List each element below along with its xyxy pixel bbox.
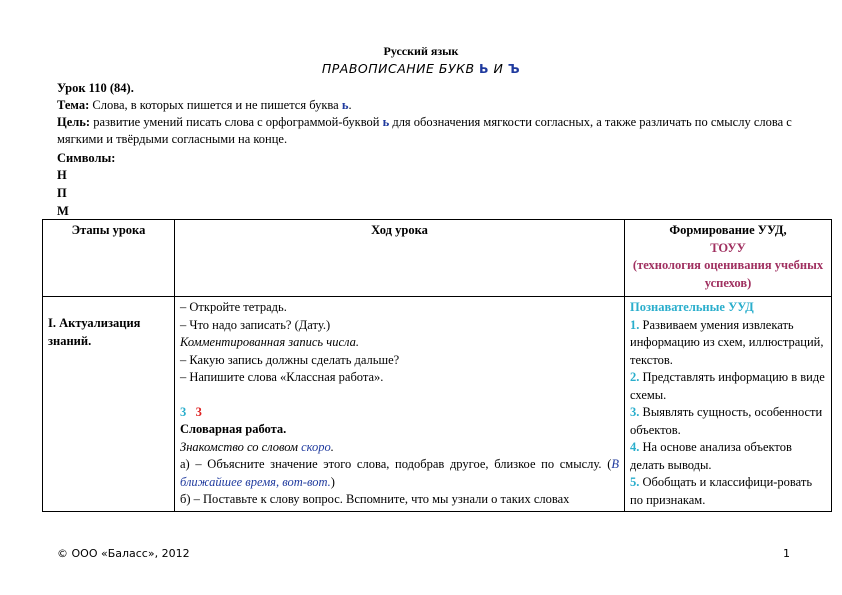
stage-cell: I. Актуализация знаний.	[43, 297, 175, 512]
topic-text: Слова, в которых пишется и не пишется буква	[92, 98, 339, 112]
symbols-label: Символы:	[57, 151, 116, 165]
lesson-flow-cell	[175, 297, 625, 512]
symbol-p: П	[57, 186, 67, 200]
flow-line: – Напишите слова «Классная работа».	[180, 370, 384, 384]
goal-text-1: развитие умений писать слова с орфограммой-буквой	[93, 115, 380, 129]
lesson-topic: Тема: Слова, в которых пишется и не пишется буква ь.	[57, 98, 352, 112]
page-title	[0, 61, 842, 76]
mark-red: 3	[195, 404, 202, 419]
header-uud-title: Формирование УУД,	[669, 223, 787, 237]
symbol-m: М	[57, 204, 69, 218]
symbol-n: Н	[57, 168, 67, 182]
header-toyu-desc: (технология оценивания учебных успехов)	[632, 258, 824, 290]
header-lesson-flow: Ход урока	[175, 220, 625, 297]
lesson-number: Урок 110 (84).	[57, 81, 134, 95]
vocab-title: Словарная работа.	[180, 422, 287, 436]
footer-copyright: © ООО «Баласс», 2012	[57, 547, 190, 560]
topic-letter: ь	[341, 98, 349, 112]
goal-letter: ь	[382, 115, 390, 129]
lesson-table	[42, 219, 832, 512]
mark-cyan: 3	[180, 404, 187, 419]
uud-item: 2. Представлять информацию в виде схемы.	[630, 370, 825, 402]
topic-label: Тема:	[57, 98, 90, 112]
vocab-task-a: а) – Объясните значение этого слова, подобрав другое, близкое по смыслу. (В ближайшее время, вот-вот.)	[180, 457, 619, 489]
lesson-goal	[57, 114, 792, 148]
uud-item: 1. Развиваем умения извлекать информацию из схем, иллюстраций, текстов.	[630, 317, 824, 367]
header-toyu: ТОУУ	[710, 240, 746, 255]
flow-line: – Что надо записать? (Дату.)	[180, 317, 331, 332]
flow-line: – Откройте тетрадь.	[180, 300, 287, 314]
uud-cell	[625, 297, 832, 512]
header-stages: Этапы урока	[43, 220, 175, 297]
title-letter-soft-sign: Ь	[479, 61, 490, 76]
goal-text-2: для обозначения мягкости согласных, а также различать по смыслу слова с мягкими и твёрдыми согласными на конце.	[57, 115, 792, 146]
uud-item: 4. На основе анализа объектов делать выводы.	[630, 440, 792, 472]
flow-line: Комментированная запись числа.	[180, 335, 359, 349]
goal-label: Цель:	[57, 115, 91, 129]
uud-title: Познавательные УУД	[630, 300, 754, 314]
title-and: И	[493, 61, 504, 76]
title-prefix: ПРАВОПИСАНИЕ БУКВ	[321, 61, 475, 76]
marks	[180, 404, 619, 422]
vocab-task-b: б) – Поставьте к слову вопрос. Вспомните, что мы узнали о таких словах	[180, 492, 570, 506]
header-uud	[625, 220, 832, 297]
uud-item: 5. Обобщать и классифици-ровать по признакам.	[630, 475, 813, 507]
vocab-example: В ближайшее время, вот-вот.	[180, 457, 619, 489]
table-header-row	[43, 220, 832, 297]
uud-item: 3. Выявлять сущность, особенности объектов.	[630, 405, 823, 437]
table-row	[43, 297, 832, 512]
flow-line: – Какую запись должны сделать дальше?	[180, 352, 400, 367]
title-letter-hard-sign: Ъ	[507, 61, 521, 76]
vocab-intro: Знакомство со словом скоро.	[180, 439, 334, 454]
subject-heading: Русский язык	[383, 44, 459, 58]
page-number: 1	[783, 547, 790, 560]
vocab-word: скоро	[301, 439, 331, 454]
